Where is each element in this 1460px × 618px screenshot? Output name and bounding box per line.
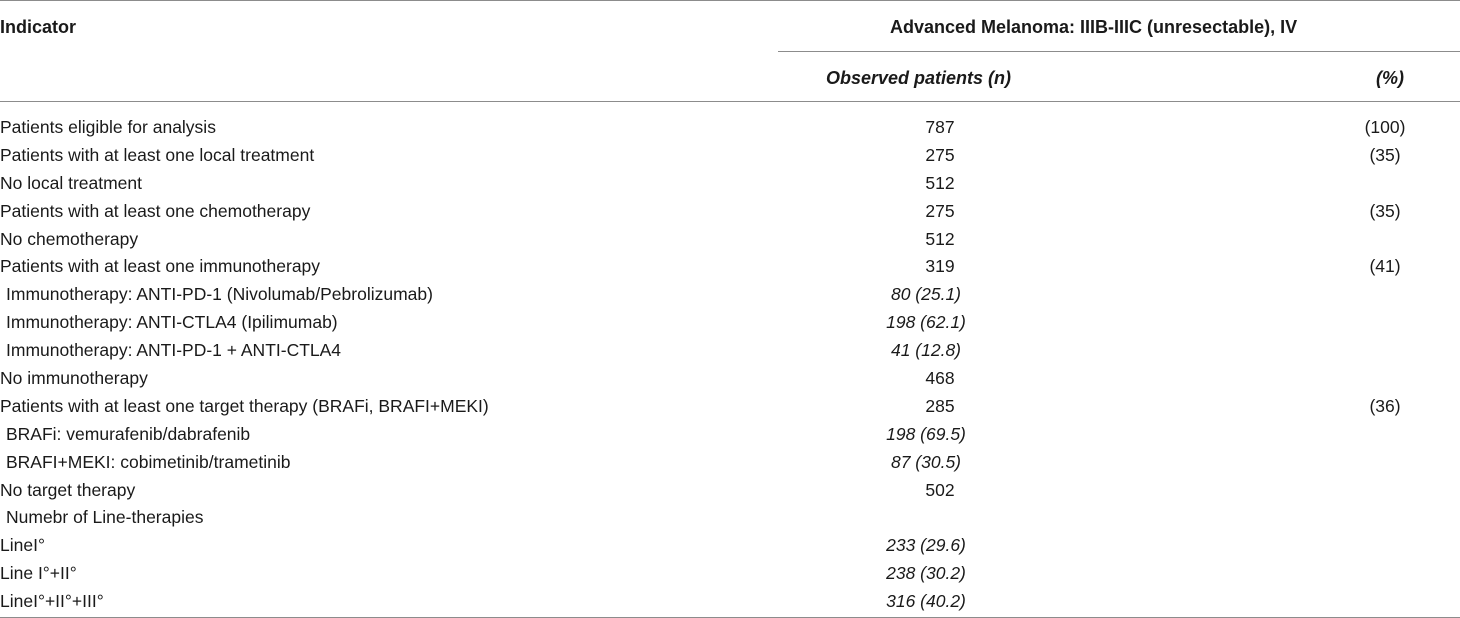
table-row <box>0 393 1460 421</box>
row-observed-count: 198 (69.5) <box>886 423 966 444</box>
table-row <box>0 226 1460 254</box>
row-percent: (35) <box>1369 200 1401 221</box>
row-indicator-label: Immunotherapy: ANTI-PD-1 (Nivolumab/Pebrolizumab) <box>6 284 433 305</box>
row-indicator-label: Patients with at least one chemotherapy <box>0 200 311 221</box>
row-indicator-label: No target therapy <box>0 479 136 500</box>
table-row <box>0 337 1460 365</box>
table-row <box>0 588 1460 616</box>
row-indicator-label: Patients with at least one target therapy (BRAFi, BRAFI+MEKI) <box>0 395 489 416</box>
table-row <box>0 504 1460 532</box>
row-percent: (41) <box>1369 256 1401 277</box>
row-observed-count: 41 (12.8) <box>890 340 962 361</box>
header-percent: (%) <box>1376 68 1404 88</box>
table-top-rule <box>0 0 1460 1</box>
table-row <box>0 421 1460 449</box>
header-indicator: Indicator <box>0 17 77 37</box>
row-observed-count: 275 <box>925 144 955 165</box>
row-observed-count: 787 <box>925 117 955 137</box>
row-indicator-label: Patients with at least one immunotherapy <box>0 256 321 277</box>
row-observed-count: 285 <box>925 395 955 416</box>
table-row <box>0 142 1460 170</box>
row-observed-count: 319 <box>925 256 955 277</box>
header-group-title: Advanced Melanoma: IIIB-IIIC (unresectable), IV <box>890 17 1298 37</box>
table-body <box>0 114 1460 616</box>
row-indicator-label: BRAFi: vemurafenib/dabrafenib <box>6 423 251 444</box>
row-indicator-label: Immunotherapy: ANTI-PD-1 + ANTI-CTLA4 <box>6 340 342 361</box>
header-bottom-rule <box>0 101 1460 102</box>
header-observed-patients: Observed patients (n) <box>826 68 1012 88</box>
table-row <box>0 253 1460 281</box>
row-observed-count: 316 (40.2) <box>886 591 966 612</box>
table-row <box>0 198 1460 226</box>
row-observed-count: 468 <box>925 368 955 389</box>
row-percent: (100) <box>1364 117 1406 137</box>
row-indicator-label: LineI°+II°+III° <box>0 591 104 612</box>
row-indicator-label: BRAFI+MEKI: cobimetinib/trametinib <box>6 451 291 472</box>
table-row <box>0 532 1460 560</box>
row-indicator-label: Patients eligible for analysis <box>0 117 216 137</box>
row-indicator-label: LineI° <box>0 535 45 556</box>
row-indicator-label: Patients with at least one local treatment <box>0 144 315 165</box>
row-observed-count: 80 (25.1) <box>890 284 962 305</box>
table-row <box>0 309 1460 337</box>
row-indicator-label: Numebr of Line-therapies <box>6 507 204 528</box>
row-indicator-label: Immunotherapy: ANTI-CTLA4 (Ipilimumab) <box>6 312 338 333</box>
row-percent: (36) <box>1369 395 1401 416</box>
group-header-rule <box>778 51 1460 52</box>
table-row <box>0 449 1460 477</box>
table-row <box>0 365 1460 393</box>
row-indicator-label: No chemotherapy <box>0 228 139 249</box>
row-observed-count: 238 (30.2) <box>886 563 966 584</box>
row-observed-count: 87 (30.5) <box>890 451 962 472</box>
row-observed-count: 198 (62.1) <box>886 312 966 333</box>
row-observed-count: 512 <box>925 228 955 249</box>
table-row <box>0 281 1460 309</box>
row-observed-count: 502 <box>925 479 955 500</box>
row-observed-count: 512 <box>925 172 955 193</box>
row-indicator-label: Line I°+II° <box>0 563 77 584</box>
row-indicator-label: No local treatment <box>0 172 143 193</box>
row-indicator-label: No immunotherapy <box>0 368 148 389</box>
table-row <box>0 477 1460 505</box>
row-observed-count: 233 (29.6) <box>886 535 966 556</box>
row-percent: (35) <box>1369 144 1401 165</box>
table-row <box>0 560 1460 588</box>
row-observed-count: 275 <box>925 200 955 221</box>
table-row <box>0 114 1460 142</box>
table-row <box>0 170 1460 198</box>
